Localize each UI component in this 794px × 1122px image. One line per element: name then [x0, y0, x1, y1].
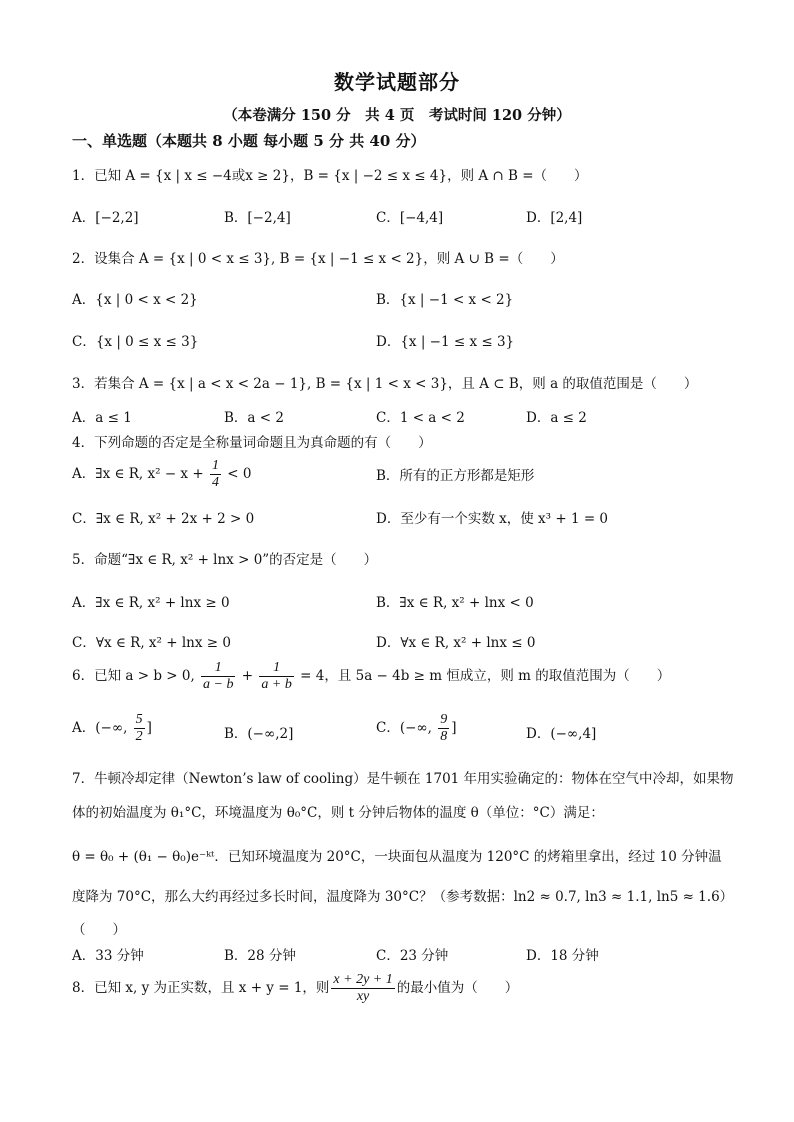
section-heading: 一、单选题（本题共 8 小题 每小题 5 分 共 40 分）	[72, 132, 426, 150]
fraction-denominator: a + b	[261, 677, 292, 693]
question-7-option-c: C．23 分钟	[376, 948, 449, 964]
question-3-option-c: C．1 < a < 2	[376, 410, 465, 426]
question-6-option-d: D．(−∞,4]	[526, 726, 597, 742]
question-6-option-c	[376, 712, 457, 745]
question-7-line-5: （ ）	[72, 922, 126, 938]
question-2-option-c: C．{x | 0 ≤ x ≤ 3}	[72, 334, 199, 350]
fraction-numerator: 1	[259, 660, 293, 677]
question-7-line-2: 体的初始温度为 θ₁°C，环境温度为 θ₀°C，则 t 分钟后物体的温度 θ（单位：°C）满足：	[72, 805, 604, 821]
question-1-option-c: C．[−4,4]	[376, 210, 444, 226]
question-1-option-b: B．[−2,4]	[224, 210, 291, 226]
question-5-option-b: B．∃x ∈ R, x² + lnx < 0	[376, 595, 534, 611]
fraction-numerator: x + 2y + 1	[331, 972, 394, 989]
question-8-stem-pre: 8．已知 x, y 为正实数，且 x + y = 1，则	[72, 980, 330, 997]
question-7-line-3: θ = θ₀ + (θ₁ − θ₀)e⁻ᵏᵗ．已知环境温度为 20°C，一块面包从温度为 120°C 的烤箱里拿出，经过 10 分钟温	[72, 849, 722, 865]
question-7-option-b: B．28 分钟	[224, 948, 296, 964]
question-6-option-b: B．(−∞,2]	[224, 726, 294, 742]
question-7-line-1: 7．牛顿冷却定律（Newton’s law of cooling）是牛顿在 1701 年用实验确定的：物体在空气中冷却，如果物	[72, 771, 734, 787]
fraction-denominator: xy	[356, 989, 370, 1005]
question-4-option-b: B．所有的正方形都是矩形	[376, 468, 535, 484]
question-5-option-c: C．∀x ∈ R, x² + lnx ≥ 0	[72, 635, 231, 651]
page-title: 数学试题部分	[334, 70, 460, 94]
fraction	[210, 458, 221, 491]
question-6-stem-post: = 4，且 5a − 4b ≥ m 恒成立，则 m 的取值范围为（ ）	[295, 668, 671, 685]
question-3-stem: 3．若集合 A = {x | a < x < 2a − 1}, B = {x | 1 < x < 3}，且 A ⊂ B，则 a 的取值范围是（ ）	[72, 376, 698, 392]
question-1-stem: 1．已知 A = {x | x ≤ −4或x ≥ 2}，B = {x | −2 ≤ x ≤ 4}，则 A ∩ B =（ ）	[72, 168, 588, 184]
question-4-option-a	[72, 458, 251, 491]
question-5-option-d: D．∀x ∈ R, x² + lnx ≤ 0	[376, 635, 536, 651]
question-4-stem: 4．下列命题的否定是全称量词命题且为真命题的有（ ）	[72, 435, 432, 451]
option-letter: C．	[376, 720, 400, 737]
question-2-option-a: A．{x | 0 < x < 2}	[72, 292, 198, 308]
question-1-option-a: A．[−2,2]	[72, 210, 139, 226]
interval-close: ]	[146, 720, 152, 737]
fraction-denominator: 2	[135, 729, 143, 745]
fraction-numerator: 5	[134, 712, 145, 729]
question-8-stem	[72, 972, 518, 1005]
fraction	[438, 712, 449, 745]
question-6-stem-pre: 6．已知 a > b > 0,	[72, 668, 200, 685]
question-2-stem: 2．设集合 A = {x | 0 < x ≤ 3}, B = {x | −1 ≤ x < 2}，则 A ∪ B =（ ）	[72, 251, 564, 267]
question-1-option-d: D．[2,4]	[526, 210, 583, 226]
fraction-numerator: 1	[201, 660, 235, 677]
question-3-option-a: A．a ≤ 1	[72, 410, 132, 426]
fraction-denominator: a − b	[203, 677, 234, 693]
fraction	[331, 972, 394, 1005]
question-4-option-d: D．至少有一个实数 x，使 x³ + 1 = 0	[376, 511, 609, 527]
fraction-denominator: 8	[440, 729, 448, 745]
question-6-stem	[72, 660, 670, 693]
question-3-option-d: D．a ≤ 2	[526, 410, 587, 426]
fraction-denominator: 4	[211, 475, 219, 491]
fraction	[134, 712, 145, 745]
question-7-option-d: D．18 分钟	[526, 948, 599, 964]
interval-close: ]	[451, 720, 457, 737]
question-4-option-a-tail: < 0	[222, 466, 252, 483]
question-3-option-b: B．a < 2	[224, 410, 284, 426]
question-2-option-b: B．{x | −1 < x < 2}	[376, 292, 514, 308]
question-8-stem-post: 的最小值为（ ）	[396, 980, 519, 997]
plus-sign: +	[237, 668, 258, 685]
fraction	[201, 660, 235, 693]
interval-open: (−∞,	[95, 720, 132, 737]
question-2-option-d: D．{x | −1 ≤ x ≤ 3}	[376, 334, 515, 350]
question-6-option-a	[72, 712, 152, 745]
fraction-numerator: 9	[438, 712, 449, 729]
exam-info: （本卷满分 150 分 共 4 页 考试时间 120 分钟）	[223, 107, 571, 124]
question-4-option-c: C．∃x ∈ R, x² + 2x + 2 > 0	[72, 511, 255, 527]
question-7-option-a: A．33 分钟	[72, 948, 144, 964]
question-5-option-a: A．∃x ∈ R, x² + lnx ≥ 0	[72, 595, 230, 611]
interval-open: (−∞,	[399, 720, 437, 737]
fraction	[259, 660, 293, 693]
option-letter: A．	[72, 720, 96, 737]
fraction-numerator: 1	[210, 458, 221, 475]
question-7-line-4: 度降为 70°C，那么大约再经过多长时间，温度降为 30°C？（参考数据：ln2 ≈ 0.7, ln3 ≈ 1.1, ln5 ≈ 1.6）	[72, 889, 734, 905]
question-5-stem: 5．命题“∃x ∈ R, x² + lnx > 0”的否定是（ ）	[72, 552, 378, 568]
question-4-option-a-text: A．∃x ∈ R, x² − x +	[72, 466, 208, 483]
